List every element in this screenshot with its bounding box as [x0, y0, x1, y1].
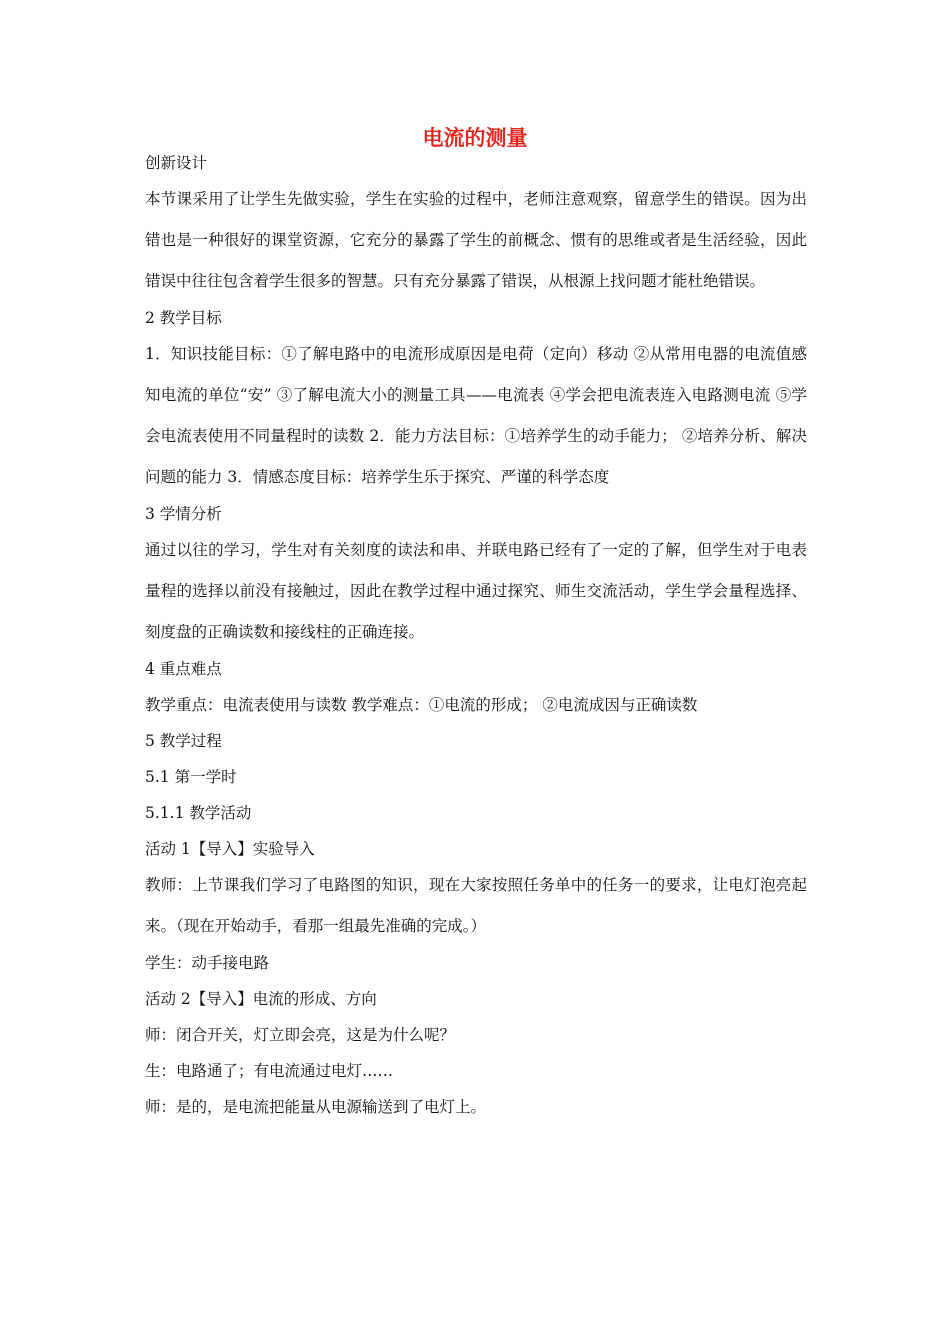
- activity2-line-3: 师：是的，是电流把能量从电源输送到了电灯上。: [145, 1098, 487, 1116]
- document-body: [145, 150, 807, 1130]
- activity2-heading: 活动 2【导入】电流的形成、方向: [145, 990, 377, 1008]
- activity2-line-1: 师：闭合开关，灯立即会亮，这是为什么呢？: [145, 1026, 456, 1044]
- keypoints-text: 教学重点：电流表使用与读数 教学难点：①电流的形成； ②电流成因与正确读数: [145, 696, 698, 714]
- analysis-paragraph: 通过以往的学习，学生对有关刻度的读法和串、并联电路已经有了一定的了解，但学生对于电表量程的选择以前没有接触过，因此在教学过程中通过探究、师生交流活动，学生学会量程选择、刻度盘的正确读数和接线柱的正确连接。: [145, 541, 807, 641]
- activity1-student-line: 学生：动手接电路: [145, 954, 270, 972]
- lesson-heading: 5.1 第一学时: [145, 768, 237, 786]
- activity1-teacher-paragraph: 教师：上节课我们学习了电路图的知识，现在大家按照任务单中的任务一的要求，让电灯泡亮起来。（现在开始动手，看那一组最先准确的完成。）: [145, 876, 807, 935]
- document-title: 电流的测量: [422, 125, 528, 150]
- goals-paragraph: 1．知识技能目标：①了解电路中的电流形成原因是电荷（定向）移动 ②从常用电器的电流值感知电流的单位“安” ③了解电流大小的测量工具——电流表 ④学会把电流表连入电路测电流 ⑤学会电流表使用不同量程时的读数 2．能力方法目标：①培养学生的动手能力； ②培养分析、解决问题的能力 3．情感态度目标：培养学生乐于探究、严谨的科学态度: [145, 345, 807, 486]
- process-heading: 5 教学过程: [145, 732, 222, 750]
- innovation-paragraph: 本节课采用了让学生先做实验，学生在实验的过程中，老师注意观察，留意学生的错误。因为出错也是一种很好的课堂资源，它充分的暴露了学生的前概念、惯有的思维或者是生活经验，因此错误中往往包含着学生很多的智慧。只有充分暴露了错误，从根源上找问题才能杜绝错误。: [145, 190, 807, 290]
- activity2-line-2: 生：电路通了；有电流通过电灯……: [145, 1062, 394, 1080]
- analysis-heading: 3 学情分析: [145, 505, 222, 523]
- goals-heading: 2 教学目标: [145, 309, 222, 327]
- keypoints-heading: 4 重点难点: [145, 660, 222, 678]
- innovation-heading: 创新设计: [145, 154, 208, 172]
- activity1-heading: 活动 1【导入】实验导入: [145, 840, 315, 858]
- activity-heading: 5.1.1 教学活动: [145, 804, 252, 822]
